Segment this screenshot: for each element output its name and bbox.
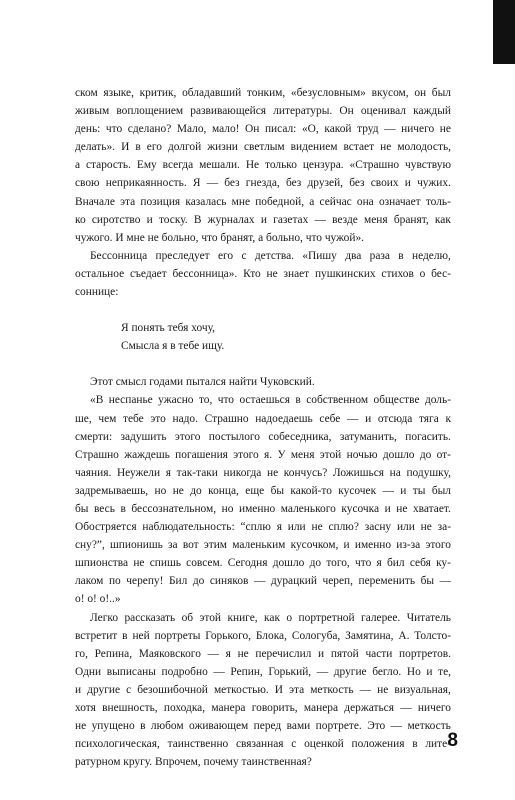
text-line: свою неприкаянность. Я — без гнезда, без друзей, без своих и чужих. <box>75 177 451 190</box>
paragraph <box>75 373 451 391</box>
text-line: сну?”, шпионишь за вот этим маленьким кусочком, и именно из-за этого <box>75 539 451 552</box>
text-line: ском языке, критик, обладавший тонким, «безусловным» вкусом, он был <box>75 87 451 99</box>
text-line: Вначале эта позиция казалась мне победной, а сейчас она означает толь- <box>75 195 451 208</box>
verse-quote <box>75 319 451 355</box>
text-line: ко сиротство и тоску. В журналах и газетах — везде меня бранят, как <box>75 213 451 226</box>
text-line: Этот смысл годами пытался найти Чуковский. <box>90 376 315 389</box>
paragraph <box>75 609 451 772</box>
text-line: го, Репина, Маяковского — я не перечислил и пятой части портретов. <box>75 647 451 660</box>
text-line: живым воплощением развивающейся литературы. Он оценивал каждый <box>75 105 451 118</box>
paragraph <box>75 84 451 247</box>
text-line: а старость. Ему всегда мешали. Не только цензура. «Страшно чувствую <box>75 159 451 172</box>
chapter-edge-tab <box>493 0 515 64</box>
text-line: остальное съедает бессонница». Кто не знает пушкинских стихов о бес- <box>75 267 451 280</box>
text-line: ше, чем тебе это надо. Страшно надоедаешь себе — и отсюда тяга к <box>75 412 451 425</box>
text-line: делать». И в его долгой жизни светлым видением встает не молодость, <box>75 141 451 154</box>
text-line: задремываешь, но не до конца, еще бы какой-то кусочек — и ты был <box>75 484 451 497</box>
text-line: шпионства не спишь совсем. Сегодня дошло до того, что я бил себя ку- <box>75 557 451 570</box>
text-line: чужого. И мне не больно, что бранят, а больно, что чужой». <box>75 231 365 244</box>
verse-line: Смысла я в тебе ищу. <box>121 340 225 353</box>
text-line: «В неспанье ужасно то, что остаешься в собственном обществе доль- <box>90 394 451 407</box>
text-line: чаяния. Неужели я так-таки никогда не кончусь? Ложишься на подушку, <box>75 466 451 479</box>
text-line: смерти: задушить этого постылого собеседника, затуманить, погасить. <box>75 430 451 443</box>
text-line: встретит в ней портреты Горького, Блока, Сологуба, Замятина, А. Толсто- <box>75 629 451 642</box>
text-line: о! о! о!..» <box>75 593 121 606</box>
text-line: бы весь в бессознательном, но именно маленького кусочка и не хватает. <box>75 502 451 515</box>
text-line: соннице: <box>75 286 119 299</box>
text-line: не упущено в любом оживающем перед вами портрете. Это — меткость <box>75 720 451 733</box>
text-line: Бессонница преследует его с детства. «Пишу два раза в неделю, <box>90 249 451 262</box>
book-page-text <box>75 84 451 771</box>
paragraph <box>75 391 451 608</box>
text-line: лаком по черепу! Бил до синяков — дурацкий череп, переменить бы — <box>75 575 451 588</box>
text-line: психологическая, таинственно связанная с оценкой положения в лите- <box>75 738 451 751</box>
text-line: хотя внешность, походка, манера говорить, манера держаться — ничего <box>75 702 451 714</box>
text-line: Страшно жаждешь погашения этого я. У меня этой ночью дошло до от- <box>75 448 451 461</box>
paragraph <box>75 247 451 301</box>
text-line: Обостряется наблюдательность: “сплю я или не сплю? засну или не за- <box>75 521 451 534</box>
verse-line: Я понять тебя хочу, <box>121 322 216 335</box>
text-line: Легко рассказать об этой книге, как о портретной галерее. Читатель <box>90 611 451 624</box>
page-number: 8 <box>447 730 458 751</box>
text-line: ратурном кругу. Впрочем, почему таинственная? <box>75 756 312 769</box>
text-line: Одни выписаны подробно — Репин, Горький, — другие бегло. Но и те, <box>75 665 451 678</box>
text-line: день: что сделано? Мало, мало! Он писал: «О, какой труд — ничего не <box>75 123 451 136</box>
text-line: и другие с безошибочной меткостью. И эта меткость — не визуальная, <box>75 683 451 696</box>
